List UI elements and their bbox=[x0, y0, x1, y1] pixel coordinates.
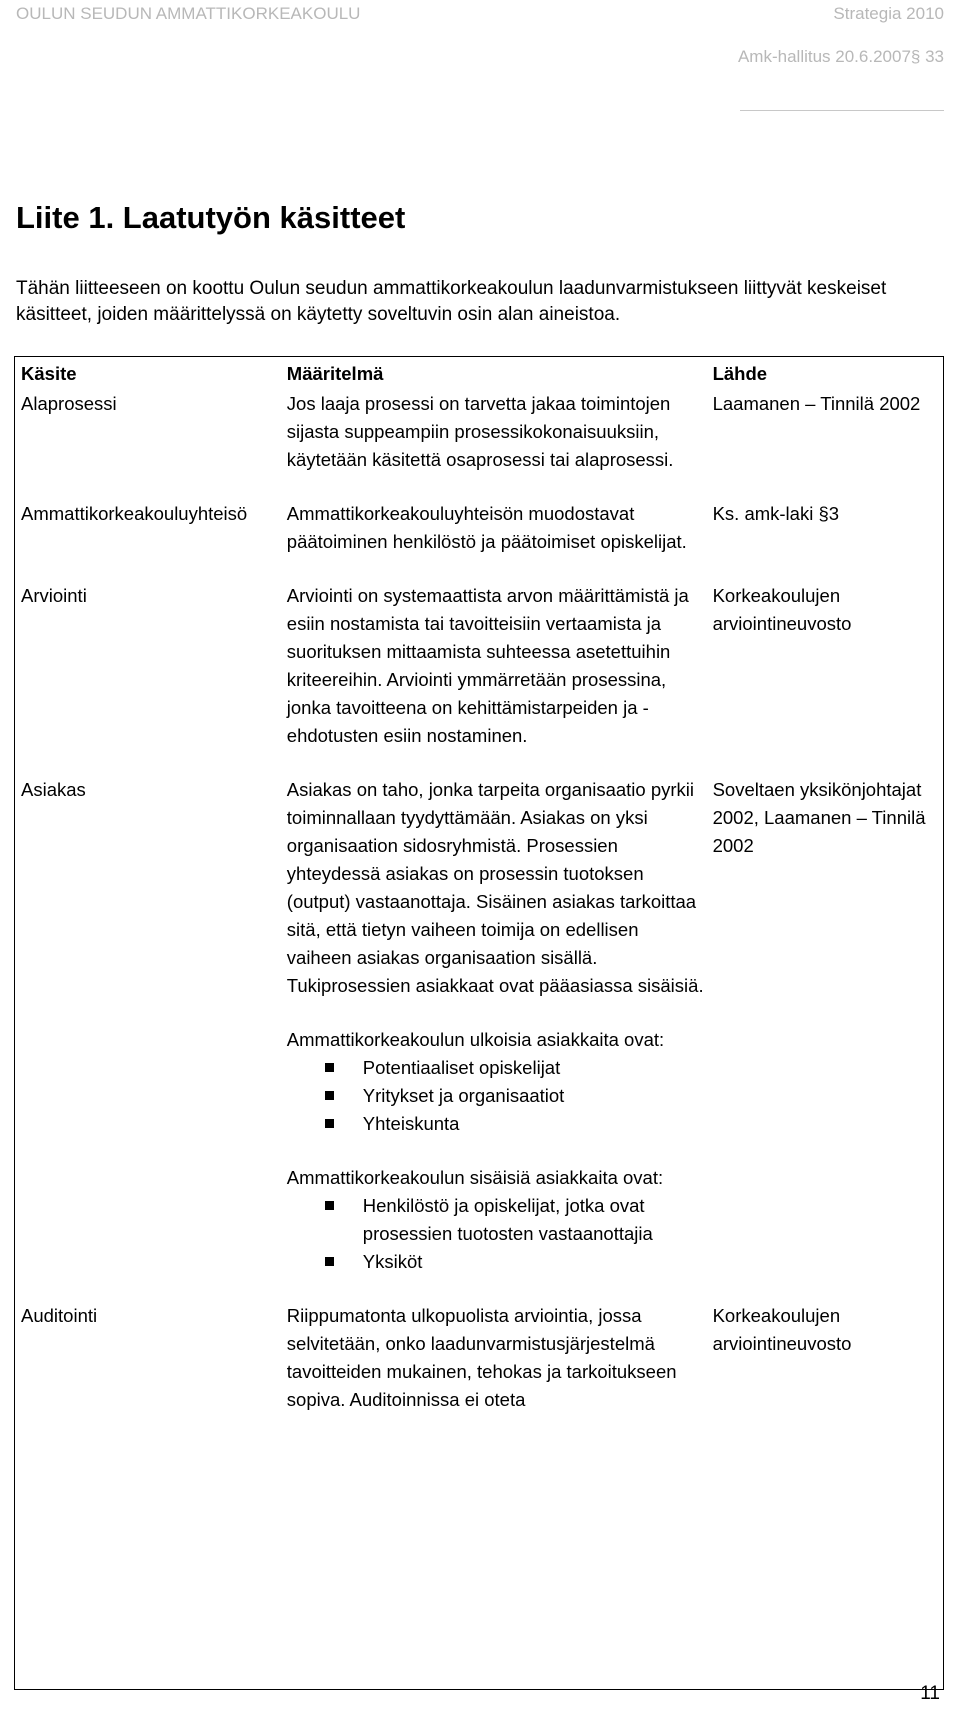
table-header-row bbox=[15, 357, 943, 390]
external-customers-intro: Ammattikorkeakoulun ulkoisia asiakkaita ovat: bbox=[286, 1029, 665, 1050]
term-cell: Ammattikorkeakouluyhteisö bbox=[21, 503, 248, 524]
term-cell: Alaprosessi bbox=[21, 393, 117, 414]
table-row bbox=[15, 582, 943, 776]
source-cell: Laamanen – Tinnilä 2002 bbox=[712, 393, 921, 414]
source-cell: Ks. amk-laki §3 bbox=[712, 503, 840, 524]
external-customers-list bbox=[287, 1054, 707, 1138]
definition-text: Asiakas on taho, jonka tarpeita organisaatio pyrkii toiminnallaan tyydyttämään. Asiakas on yksi organisaation sidosryhmistä. Prosessien yhteydessä asiakas on prosessin tuotoksen (output) vastaanottaja. Sisäinen asiakas tarkoittaa sitä, että tietyn vaiheen toimija on edellisen vaiheen asiakas organisaation sisällä. Tukiprosessien asiakkaat ovat pääasiassa sisäisiä. bbox=[286, 779, 704, 996]
column-header-definition: Määritelmä bbox=[286, 363, 384, 384]
table-row bbox=[15, 390, 943, 500]
header-organization: OULUN SEUDUN AMMATTIKORKEAKOULU bbox=[16, 4, 361, 23]
concepts-table bbox=[14, 356, 944, 1690]
intro-paragraph: Tähän liitteeseen on koottu Oulun seudun ammattikorkeakoulun laadunvarmistukseen liittyvät keskeiset käsitteet, joiden määrittelyssä on käytetty soveltuvin osin alan aineistoa. bbox=[16, 278, 887, 325]
definition-cell: Arviointi on systemaattista arvon määrittämistä ja esiin nostamista tai tavoitteisiin vertaamista ja suorituksen mittaamista suhteessa asetettuihin kriteereihin. Arviointi ymmärretään prosessina, jonka tavoitteena on kehittämistarpeiden ja -ehdotusten esiin nostaminen. bbox=[286, 585, 689, 746]
table-row bbox=[15, 1302, 943, 1420]
internal-customers-block bbox=[287, 1164, 707, 1276]
source-cell: Soveltaen yksikönjohtajat 2002, Laamanen – Tinnilä 2002 bbox=[712, 779, 926, 856]
list-item: Yritykset ja organisaatiot bbox=[325, 1082, 707, 1110]
definition-cell: Riippumatonta ulkopuolista arviointia, jossa selvitetään, onko laadunvarmistusjärjestelmä tavoitteiden mukainen, tehokas ja tarkoitukseen sopiva. Auditoinnissa ei oteta bbox=[286, 1305, 677, 1410]
source-cell: Korkeakoulujen arviointineuvosto bbox=[712, 1305, 852, 1354]
column-header-term: Käsite bbox=[21, 363, 77, 384]
external-customers-block bbox=[287, 1026, 707, 1138]
term-cell: Asiakas bbox=[21, 779, 86, 800]
definition-cell bbox=[281, 776, 707, 1302]
column-header-source: Lähde bbox=[712, 363, 768, 384]
source-cell: Korkeakoulujen arviointineuvosto bbox=[712, 585, 852, 634]
header-divider bbox=[740, 110, 944, 111]
header-approval-reference: Amk-hallitus 20.6.2007§ 33 bbox=[737, 47, 944, 66]
list-item: Henkilöstö ja opiskelijat, jotka ovat prosessien tuotosten vastaanottajia bbox=[325, 1192, 707, 1248]
list-item: Yksiköt bbox=[325, 1248, 707, 1276]
internal-customers-intro: Ammattikorkeakoulun sisäisiä asiakkaita ovat: bbox=[286, 1167, 664, 1188]
header-document-name: Strategia 2010 bbox=[833, 4, 944, 23]
list-item: Potentiaaliset opiskelijat bbox=[325, 1054, 707, 1082]
term-cell: Arviointi bbox=[21, 585, 87, 606]
table-row bbox=[15, 776, 943, 1302]
definition-cell: Jos laaja prosessi on tarvetta jakaa toimintojen sijasta suppeampiin prosessikokonaisuuksiin, käytetään käsitettä osaprosessi tai alaprosessi. bbox=[286, 393, 674, 470]
list-item: Yhteiskunta bbox=[325, 1110, 707, 1138]
term-cell: Auditointi bbox=[21, 1305, 98, 1326]
page-number: 11 bbox=[920, 1683, 940, 1704]
page-title: Liite 1. Laatutyön käsitteet bbox=[16, 200, 406, 235]
definition-cell: Ammattikorkeakouluyhteisön muodostavat päätoiminen henkilöstö ja päätoimiset opiskelijat. bbox=[286, 503, 687, 552]
table-row bbox=[15, 500, 943, 582]
internal-customers-list bbox=[287, 1192, 707, 1276]
